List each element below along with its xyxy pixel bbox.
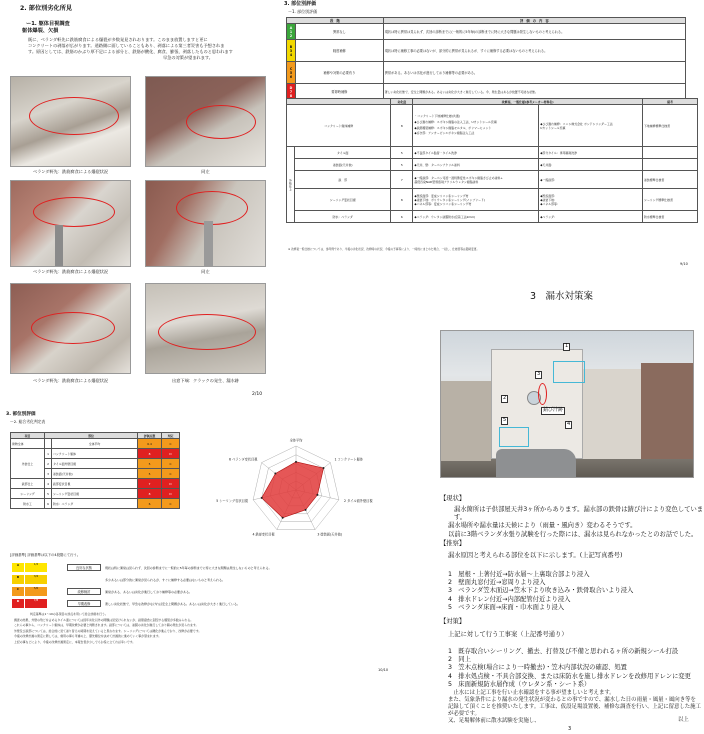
score: 7 [138, 479, 162, 489]
col-head: 劣化度 [391, 99, 413, 105]
judge: C [162, 459, 180, 469]
row-num: 1 [45, 449, 52, 459]
group: 鉄部仕上 [11, 479, 45, 489]
radar-axis-label: 6 ベランダ変状目視 [229, 457, 258, 462]
photo-caption: 出窓下端：クラックの発生、漏水跡 [172, 378, 239, 383]
criteria-row: C 5/6 改修検討 異常がある、あるいは劣化が進行しており補修等の必要がある。 [12, 587, 402, 596]
level-cell-a: A 1 2 [287, 24, 296, 40]
photo-balcony-eave-1 [10, 76, 131, 167]
level-desc: 異常がある。あるいは劣化が進行しており補修等の必要がある。 [383, 62, 685, 84]
part-name: 防水：ベランダ [295, 211, 391, 223]
judge: D [162, 489, 180, 499]
spec-list: ◆天井、壁：ターペンアクリル塗料 [413, 159, 539, 171]
inference-heading: 漏水原因と考えられる部位を以下に示します。(上記写真番号) [448, 552, 623, 559]
col-head: 改修案、一般仕様(参考メーカー材料名) [413, 99, 643, 105]
row-num: 4 [45, 479, 52, 489]
spec-list: ◆一般鉄部：ターペン可溶一液特殊変性エポキシ樹脂さび止め塗料+ 超低汚染NAD型弱溶剤アクリルウレタン樹脂塗料 [413, 171, 539, 189]
row-num: 5 [45, 489, 52, 499]
spec-list-2: ◆天井面： [539, 159, 643, 171]
criteria-row: B 3/4 多少あるいは部分的に異常が見られるが、すぐに補修する必要はないものと考えられる。 [12, 575, 402, 584]
photo-balcony-eave-4 [145, 180, 266, 267]
photo-label-3: 3 [537, 371, 541, 377]
row-num: 6 [45, 499, 52, 509]
page-title: 3 漏水対策案 [530, 291, 594, 302]
col-head: 評価点数 [138, 433, 162, 439]
criteria-list [12, 563, 402, 608]
part-name: シーリング変状目視 [295, 189, 391, 211]
spec-list: ◆不良部タイル貼替・タイル洗浄 [413, 147, 539, 159]
spec-list-2: ◆部分タイル：専用薬剤洗浄 [539, 147, 643, 159]
level-cell-d: D 7 8 [287, 84, 296, 100]
photo-balcony-eave-5 [10, 283, 131, 374]
criteria-title: [評価基準] 評価基準は以下の4段階にて行う。 [10, 553, 81, 557]
part-name: タイル面 [295, 147, 391, 159]
radar-point [261, 497, 263, 499]
score: 6.4 [138, 439, 162, 449]
radar-point [282, 517, 284, 519]
closing-ijo: 以上 [678, 717, 689, 723]
page-title: 2. 部位別劣化所見 [20, 5, 73, 12]
level-cell-b: B 3 4 [287, 40, 296, 62]
judge: C [162, 439, 180, 449]
radar-point [323, 467, 325, 469]
countermeasure-heading: 上記に対して行う工事案（上記番号通り） [448, 631, 568, 638]
radar-point [316, 494, 318, 496]
level-name: 補修や対策の必要有り [296, 62, 384, 84]
degree: 8 [391, 105, 413, 147]
degree: 6 [391, 211, 413, 223]
radar-axis-label: 2 タイル面外壁目視 [344, 498, 373, 503]
photo-label-5: 5 [503, 417, 507, 423]
highlight-ellipse [158, 314, 256, 350]
row-num: 2 [45, 459, 52, 469]
row-num: 3 [45, 469, 52, 479]
sub-heading: 躯体爆裂、欠損 [22, 28, 59, 34]
score: 5 [138, 469, 162, 479]
judge: D [162, 449, 180, 459]
closing-paragraph: 止水には上記工事を行い止水確認をする事が望ましいと考えます。 また、気象条件により漏水の発生状況が変わるとの事ですので、漏水した日の雨量・風量・風向き等を 記録して頂くことを推奨いたします。工事は、仮設足場設置後、補修な調査を行い、上記に留意した施工が必要です。 又、足場解体前に散水試験を実施し、 [448, 690, 701, 725]
judge: D [162, 479, 180, 489]
highlight-ellipse [31, 312, 115, 344]
part: タイル面外壁目視 [52, 459, 138, 469]
photo-caption: ベランダ軒先：鉄筋腐食による爆裂状況 [32, 169, 109, 174]
level-name: 異常なし [296, 24, 384, 40]
group: 防水工 [11, 499, 45, 509]
spec-list-2: ◆ベランダ： [539, 211, 643, 223]
part: シーリング変状目視 [52, 489, 138, 499]
highlight-ellipse [29, 97, 119, 135]
level-name: 軽度補修 [296, 40, 384, 62]
level-desc: 現状は特に補修工事の必要はないが、部分的に異常が見られるが、すぐに補修する必要はないものと考えられる。 [383, 40, 685, 62]
spec-list: ・コンクリート下地補修仕様(共通) ◆ひび割れ補修：エポキシ樹脂の注入工法、Uカットシール充填 ◆鉄筋爆裂補修：エポキシ樹脂モルタル、ポリマーセメント ◆浮き部：アンカーピンエポキシ樹脂注入工法 [413, 105, 539, 147]
criteria-row: D 7/8 早期改修 著しい劣化状態で、早急な改修がなければ安全上問題がある。あるいは劣化が大きく進行している。 [12, 599, 402, 608]
footnote: ※ 改修案一般仕様については、参考例であり、今後の劣化状況、改修時の状況、今後の予算等により、一時的にまとめた場合、一括し、仕様書等は随時変更。 [288, 247, 480, 251]
col-head: 評 価 の 内 容 [383, 18, 685, 24]
page-title: 3. 部位別評価 [284, 1, 317, 7]
radar-axis-label: 4 鉄部変状目視 [252, 532, 275, 537]
radar-point [305, 509, 307, 511]
group: 建物全体 [11, 439, 45, 449]
page-number: 3 [568, 726, 572, 732]
photo-caption: ベランダ軒先：鉄筋腐食による爆裂状況 [32, 378, 109, 383]
radar-axis-label: 5 シーリング変状目視 [216, 498, 248, 503]
spec-list: ◆ベランダ：ウレタン塗膜防水(密着工法2mm) [413, 211, 539, 223]
note: シーリング標準仕様書 [643, 189, 698, 211]
group-name: 外装仕上 [287, 147, 295, 223]
part-name: 鉄 部 [295, 171, 391, 189]
photo-balcony-eave-2 [145, 76, 266, 167]
radar-chart [196, 434, 396, 544]
judgement-table [10, 432, 180, 509]
photo-label-4: 4 [567, 421, 571, 427]
col-head: 判定 [162, 433, 180, 439]
col-head: 段 階 [287, 18, 384, 24]
degree: 5 [391, 159, 413, 171]
radar-point [295, 461, 297, 463]
score: 8 [138, 489, 162, 499]
note [643, 159, 698, 171]
degree: 7 [391, 171, 413, 189]
col-head: 項目 [11, 433, 45, 439]
spec-list: ◆既設面部：変成シリコン系シーリング材 ◆塗装下地：ポリウレタン系シーリング(ノンブリード) ◆パネル部等：変成シリコン系シーリング材 [413, 189, 539, 211]
row-num [45, 439, 52, 449]
part-name: コンクリート躯体補修 [287, 105, 391, 147]
part: 防水：ベランダ [52, 499, 138, 509]
spec-list-2: ◆既設面部： ◆塗装下地： ◆パネル部等： [539, 189, 643, 211]
note: 塗装標準仕様書 [643, 171, 698, 189]
note: 防水標準仕様書 [643, 211, 698, 223]
current-state-label: 【現状】 [440, 495, 466, 502]
score: 6 [138, 499, 162, 509]
page-title: 3. 部位別評価 [6, 412, 36, 417]
part-name: 塗装面(天井他) [295, 159, 391, 171]
radar-axis-label: 全体平均 [289, 438, 303, 443]
note: 下地補修標準仕様書 [643, 105, 698, 147]
judge: C [162, 499, 180, 509]
photo-balcony-eave-3 [10, 180, 131, 267]
page-leak-countermeasures [412, 290, 704, 734]
highlight-ellipse [33, 197, 115, 227]
current-state-text: 漏水箇所は子供部屋天井3ヶ所からあります。漏水部の鉄骨は錆び汁により変色しています。 漏水場所や漏水量は天候により（雨量・風向き）変わるそうです。 以前に3階ベランダ水張り試験を行った際には、漏水は見られなかったとのお話でした。 [448, 506, 704, 538]
summary-notes: 判定基準は1～10の各項目の評点を用いて総合評価を行う。 調査の結果、外壁の殆どを占めるタイル面については経年劣化以外の問題は見受けられないが、鉄筋腐食に起因する爆裂が多数みられる。 これらの事から、コンクリート躯体は、早期改修が必要と判断されます。鉄部については、塗膜の劣化が進行しており錆の発生が見られます。 外壁及び鉄部については、総合的に見て塗り替えの時期を迎えていると思われます。シーリングについては硬化が進んでおり、改修が必要です。 今後の改修計画の策定に際しては、費用の事も考慮の上、優先順位を決めて計画的に進めていく事が望まれます。 上記の事などにより、今後の改修計画策定に、本報告書が少しでもお役に立てれば幸いです。 [14, 612, 202, 644]
degree: 8 [391, 189, 413, 211]
criteria-row: A 1/2 良好な状態 現状は特に異常は見られず、次回の診断までに一般的に5年毎の診断までに特に大きな問題は発生しないものと考えられる。 [12, 563, 402, 572]
degree: 5 [391, 147, 413, 159]
photo-label-rust: 錆び汁跡 [543, 407, 564, 413]
page-number: 9/10 [680, 262, 688, 266]
inference-label: 【推察】 [440, 540, 466, 547]
page-evaluation-by-part [282, 0, 704, 270]
score: 8 [138, 449, 162, 459]
note [643, 147, 698, 159]
col-head: 部位 [45, 433, 138, 439]
evaluation-criteria-table [286, 17, 686, 100]
countermeasure-list: 1 既存取合いシーリング、撤去、打替及び不備と思われるヶ所の新規シール打設 2 同上 3 笠木点検(場合により一時撤去)・笠木内部状況の確認、処置 4 排水処点検・不具合部交換、または床防水を施し排水ドレンを改修用ドレンに変更 5 床面新規防水層作成（ウレタン系・シート系） [448, 648, 691, 688]
level-name: 要即時補修 [296, 84, 384, 100]
section-heading: ー1. 部位別評価 [288, 9, 318, 14]
level-desc: 著しい劣化状態で、安全上問題がある。あるいは劣化が大きく進行している。今、発生量はあるが放置不可能な状態。 [383, 84, 685, 100]
part: 塗装面(天井他) [52, 469, 138, 479]
rust-stain-marker [538, 383, 547, 405]
highlight-ellipse [186, 105, 256, 139]
part: 鉄部変状目視 [52, 479, 138, 489]
findings-paragraph: 既に、ベランダ軒先に鉄筋腐食による爆裂が多数発見されおります。このまま放置しますと更に コンクリートの剥落が広がります。道路側に面していることもあり、剥落による第三者災害も予想されま す。原因としては、鉄筋のかぶり厚不足による部分と、鉄筋が酸化、腐食、膨張、剥落したものと思われます 早急の対策が望まれます。 [28, 37, 233, 61]
page-deterioration-findings [0, 0, 280, 408]
spec-list-2: ◆ひび割れ補修：コニシ株式会社 ボンドシリンダー工法 Uカットシール充填 [539, 105, 643, 147]
photo-caption: 同左 [201, 269, 210, 274]
judge: C [162, 469, 180, 479]
page-number: 2/10 [252, 392, 263, 397]
radar-axis-label: 1 コンクリート躯体 [334, 457, 364, 462]
page-number: 10/10 [378, 668, 389, 672]
inference-list: 1 屋根・上著付近→防水層～上裏取合部より浸入 2 壁面丸窓付近→窓周りより浸入 3 ベランダ笠木面辺→笠木下より吹き込み・鉄骨取合いより浸入 4 排水ドレン付近→内部配管付近より浸入 5 ベランダ床面→床面・巾木面より浸入 [448, 571, 634, 611]
radar-axis-label: 3 塗装面(天井他) [317, 532, 343, 537]
photo-bay-window-crack [145, 283, 266, 374]
photo-label-1: 1 [565, 343, 569, 349]
highlight-ellipse [176, 191, 248, 225]
photo-caption: 同左 [201, 169, 210, 174]
section-heading: ー1. 躯体目視調査 [26, 21, 70, 27]
score: 5 [138, 459, 162, 469]
photo-label-2: 2 [503, 395, 507, 401]
group: シーリング [11, 489, 45, 499]
spec-list-2: ◆一般鉄部： [539, 171, 643, 189]
level-desc: 現状は特に異常は見られず、次回の診断までに(一般的に5年毎)の診断までに特に大きな問題は発生しないものと考えられる。 [383, 24, 685, 40]
countermeasure-label: 【対策】 [440, 618, 466, 625]
section-heading: ー2. 総合劣化判定表 [10, 419, 46, 424]
part: 全体平均 [52, 439, 138, 449]
col-head: 備考 [643, 99, 698, 105]
part: コンクリート躯体 [52, 449, 138, 459]
group: 外装仕上 [11, 449, 45, 479]
photo-caption: ベランダ軒先：鉄筋腐食による爆裂状況 [32, 269, 109, 274]
radar-point [274, 473, 276, 475]
page-overall-judgement [0, 410, 408, 678]
photo-building-facade [440, 330, 694, 478]
level-cell-c: C 5 6 [287, 62, 296, 84]
repair-spec-table [286, 98, 698, 223]
